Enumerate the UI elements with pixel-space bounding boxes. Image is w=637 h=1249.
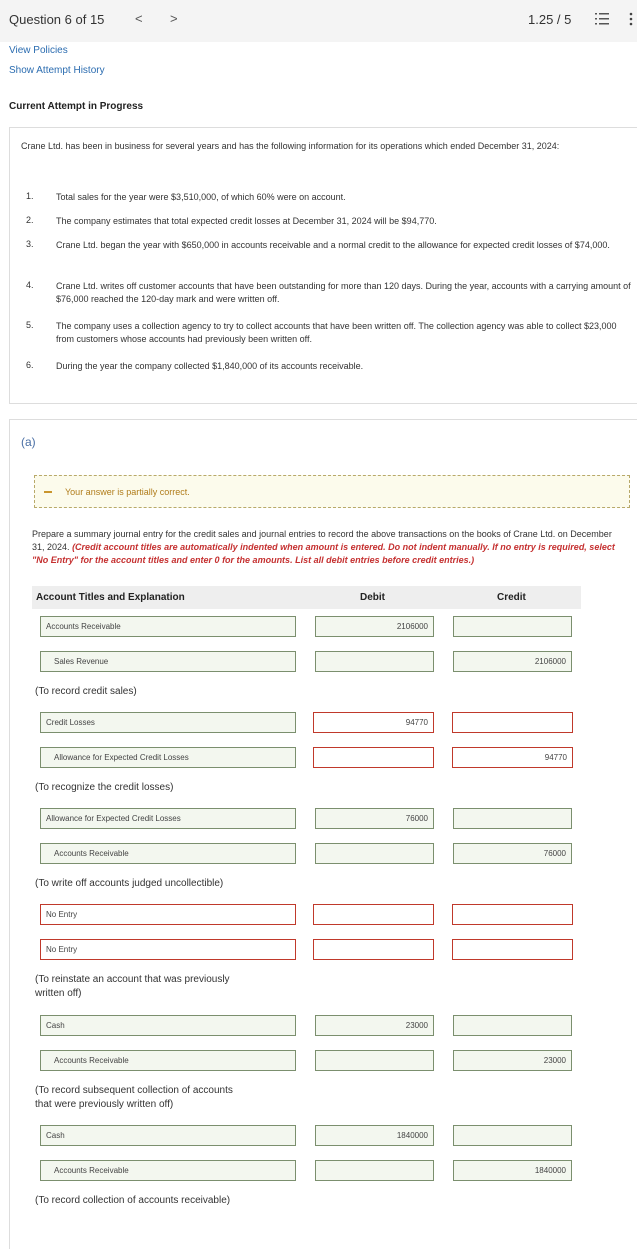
entry-caption bbox=[35, 973, 230, 1001]
debit-input[interactable]: 94770 bbox=[313, 712, 434, 733]
credit-input[interactable] bbox=[453, 1125, 572, 1146]
entry-caption-line: written off) bbox=[35, 988, 82, 999]
status-text: Your answer is partially correct. bbox=[65, 487, 190, 497]
credit-input[interactable]: 1840000 bbox=[453, 1160, 572, 1181]
debit-input[interactable]: 76000 bbox=[315, 808, 434, 829]
account-column-header: Account Titles and Explanation bbox=[36, 592, 185, 603]
list-item-number: 4. bbox=[26, 280, 34, 290]
attempt-status: Current Attempt in Progress bbox=[9, 101, 144, 112]
account-title-input[interactable]: Accounts Receivable bbox=[40, 1160, 296, 1181]
debit-input[interactable]: 1840000 bbox=[315, 1125, 434, 1146]
list-item-number: 6. bbox=[26, 360, 34, 370]
instructions-text: Prepare a summary journal entry for the credit sales and journal entries to record the above transactions on the books of Crane Ltd. on December 31, 2024. bbox=[32, 529, 612, 552]
credit-input[interactable] bbox=[452, 904, 573, 925]
list-item: The company uses a collection agency to try to collect accounts that have been written off. The collection agency was able to collect $23,000 from customers whose accounts had previously been written off. bbox=[56, 321, 617, 344]
entry-caption bbox=[35, 1084, 233, 1112]
debit-input[interactable] bbox=[313, 939, 434, 960]
debit-input[interactable]: 2106000 bbox=[315, 616, 434, 637]
credit-input[interactable]: 76000 bbox=[453, 843, 572, 864]
entry-caption-line: (To record subsequent collection of accounts bbox=[35, 1085, 233, 1096]
entry-caption-line: that were previously written off) bbox=[35, 1099, 174, 1110]
table-header bbox=[32, 586, 581, 609]
instructions-note: (Credit account titles are automatically indented when amount is entered. Do not indent manually. If no entry is required, select "No Entry" for the account titles and enter 0 for the amounts. List all debit entries before credit entries.) bbox=[32, 542, 615, 565]
credit-input[interactable]: 23000 bbox=[453, 1050, 572, 1071]
account-title-input[interactable]: Allowance for Expected Credit Losses bbox=[40, 808, 296, 829]
question-counter: Question 6 of 15 bbox=[9, 12, 105, 27]
next-question-button[interactable]: > bbox=[170, 11, 178, 26]
list-item-number: 3. bbox=[26, 239, 34, 249]
more-vertical-icon[interactable] bbox=[628, 12, 634, 26]
credit-input[interactable] bbox=[453, 808, 572, 829]
part-a-section bbox=[9, 419, 637, 1249]
account-title-input[interactable]: Credit Losses bbox=[40, 712, 296, 733]
account-title-input[interactable]: Cash bbox=[40, 1125, 296, 1146]
account-title-input[interactable]: Accounts Receivable bbox=[40, 616, 296, 637]
account-title-input[interactable]: Cash bbox=[40, 1015, 296, 1036]
debit-input[interactable] bbox=[313, 904, 434, 925]
list-item-number: 1. bbox=[26, 191, 34, 201]
partial-icon bbox=[44, 491, 52, 493]
credit-input[interactable] bbox=[453, 616, 572, 637]
list-item: Crane Ltd. began the year with $650,000 in accounts receivable and a normal credit to the allowance for expected credit losses of $74,000. bbox=[56, 240, 610, 250]
entry-caption: (To record credit sales) bbox=[35, 686, 137, 697]
credit-column-header: Credit bbox=[497, 592, 526, 603]
list-item-number: 2. bbox=[26, 215, 34, 225]
question-header bbox=[0, 0, 637, 42]
account-title-input[interactable]: Accounts Receivable bbox=[40, 843, 296, 864]
account-title-input[interactable]: Accounts Receivable bbox=[40, 1050, 296, 1071]
credit-input[interactable] bbox=[452, 939, 573, 960]
show-attempt-history-link[interactable]: Show Attempt History bbox=[9, 65, 105, 76]
entry-caption: (To record collection of accounts receivable) bbox=[35, 1195, 231, 1206]
partially-correct-banner bbox=[34, 475, 630, 508]
problem-statement bbox=[9, 127, 637, 404]
debit-input[interactable] bbox=[315, 843, 434, 864]
entry-caption-line: (To reinstate an account that was previously bbox=[35, 974, 230, 985]
debit-input[interactable]: 23000 bbox=[315, 1015, 434, 1036]
debit-column-header: Debit bbox=[360, 592, 385, 603]
debit-input[interactable] bbox=[315, 1160, 434, 1181]
account-title-input[interactable]: Sales Revenue bbox=[40, 651, 296, 672]
list-item: Total sales for the year were $3,510,000, of which 60% were on account. bbox=[56, 192, 346, 202]
entry-caption: (To write off accounts judged uncollectible) bbox=[35, 878, 224, 889]
part-label: (a) bbox=[21, 435, 36, 449]
list-item-number: 5. bbox=[26, 320, 34, 330]
account-title-input[interactable]: No Entry bbox=[40, 904, 296, 925]
debit-input[interactable] bbox=[315, 651, 434, 672]
list-item: Crane Ltd. writes off customer accounts that have been outstanding for more than 120 days. During the year, accounts with a carrying amount of $76,000 reached the 120-day mark and were written off. bbox=[56, 281, 631, 304]
credit-input[interactable]: 2106000 bbox=[453, 651, 572, 672]
instructions bbox=[32, 528, 624, 567]
debit-input[interactable] bbox=[313, 747, 434, 768]
list-item: The company estimates that total expected credit losses at December 31, 2024 will be $94,770. bbox=[56, 216, 437, 226]
account-title-input[interactable]: Allowance for Expected Credit Losses bbox=[40, 747, 296, 768]
previous-question-button[interactable]: < bbox=[135, 11, 143, 26]
entry-caption: (To recognize the credit losses) bbox=[35, 782, 174, 793]
problem-intro: Crane Ltd. has been in business for several years and has the following information for its operations which ended December 31, 2024: bbox=[21, 141, 560, 151]
list-icon[interactable] bbox=[595, 12, 609, 26]
score-display: 1.25 / 5 bbox=[528, 12, 572, 27]
credit-input[interactable] bbox=[452, 712, 573, 733]
view-policies-link[interactable]: View Policies bbox=[9, 45, 68, 56]
list-item: During the year the company collected $1,840,000 of its accounts receivable. bbox=[56, 361, 364, 371]
credit-input[interactable] bbox=[453, 1015, 572, 1036]
account-title-input[interactable]: No Entry bbox=[40, 939, 296, 960]
debit-input[interactable] bbox=[315, 1050, 434, 1071]
credit-input[interactable]: 94770 bbox=[452, 747, 573, 768]
